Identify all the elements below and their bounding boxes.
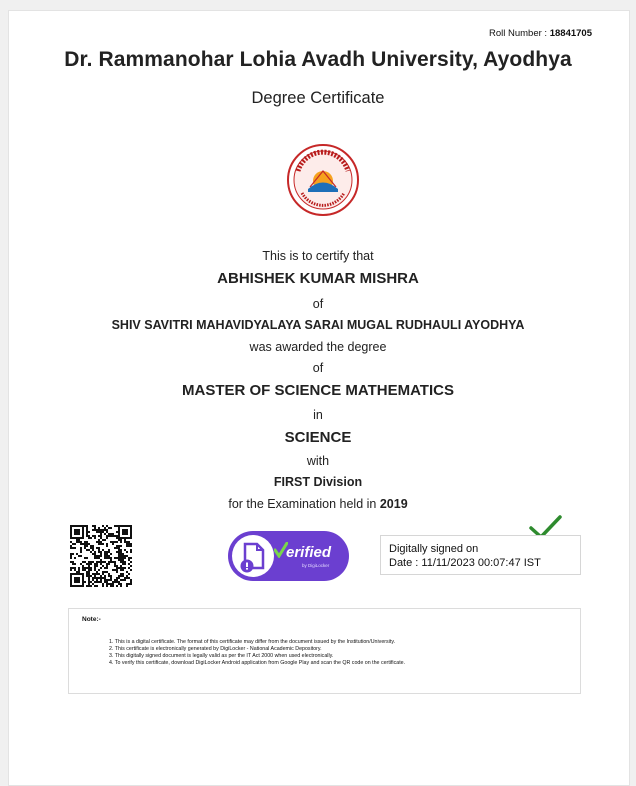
note-title: Note:-	[82, 616, 101, 623]
note-box	[68, 608, 581, 694]
note-item: 2. This certificate is electronically generated by DigiLocker - National Academic Depository.	[109, 646, 322, 653]
digital-signature-box	[380, 535, 581, 575]
degree-name: MASTER OF SCIENCE MATHEMATICS	[182, 382, 454, 399]
document-icon	[232, 535, 274, 577]
of-text-1: of	[312, 297, 324, 311]
college-name: SHIV SAVITRI MAHAVIDYALAYA SARAI MUGAL RUDHAULI AYODHYA	[111, 318, 525, 332]
with-text: with	[306, 454, 330, 468]
qr-code-icon[interactable]	[69, 524, 133, 588]
verified-sublabel: by DigiLocker	[302, 563, 330, 568]
document-title: Degree Certificate	[251, 89, 385, 107]
division-text: FIRST Division	[273, 475, 363, 489]
exam-text: for the Examination held in 2019	[228, 497, 408, 511]
digilocker-verified-badge[interactable]	[228, 531, 349, 581]
certify-text: This is to certify that	[262, 249, 374, 263]
note-item: 3. This digitally signed document is legally valid as per the IT Act 2000 when used electronically.	[109, 653, 334, 660]
university-seal-icon	[286, 143, 360, 217]
note-list	[109, 639, 405, 667]
note-item: 4. To verify this certificate, download DigiLocker Android application from Google Play and scan the QR code on the certificate.	[109, 660, 406, 667]
faculty-name: SCIENCE	[284, 429, 352, 446]
verified-label: erified	[286, 544, 332, 561]
in-text: in	[313, 408, 323, 422]
awarded-text: was awarded the degree	[249, 340, 387, 354]
of-text-2: of	[312, 361, 324, 375]
roll-number: Roll Number : 18841705	[489, 28, 592, 39]
student-name: ABHISHEK KUMAR MISHRA	[217, 270, 419, 287]
university-name: Dr. Rammanohar Lohia Avadh University, Ayodhya	[64, 48, 572, 71]
signed-label: Digitally signed on	[389, 543, 479, 555]
note-item: 1. This is a digital certificate. The format of this certificate may differ from the document issued by the Institution/University.	[109, 639, 396, 645]
signed-date: Date : 11/11/2023 00:07:47 IST	[389, 557, 541, 569]
